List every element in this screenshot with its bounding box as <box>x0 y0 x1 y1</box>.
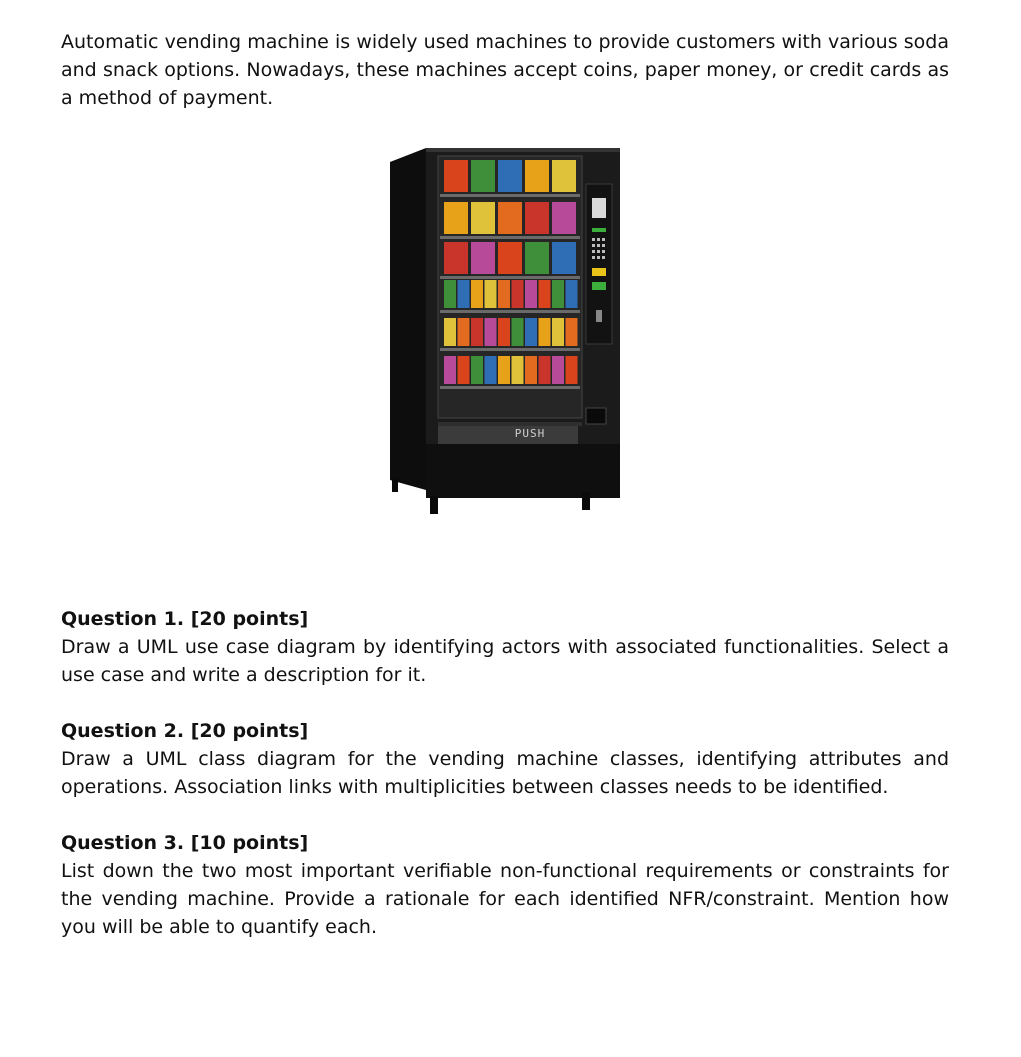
question-2-text: Draw a UML class diagram for the vending machine classes, identifying attributes and operations. Association links with multiplicities between classes needs to be identified. <box>61 748 949 798</box>
snack-item <box>552 202 576 234</box>
snack-item <box>444 280 456 308</box>
shelf-line <box>440 348 580 351</box>
snack-item <box>444 242 468 274</box>
snack-item <box>444 318 456 346</box>
question-3-text: List down the two most important verifiable non-functional requirements or constraints for the vending machine. Provide a rationale for each identified NFR/constraint. Mention how you will be able to quantify each. <box>61 860 949 938</box>
snack-item <box>444 160 468 192</box>
snack-item <box>525 242 549 274</box>
question-3 <box>61 829 949 941</box>
snack-item <box>552 318 564 346</box>
snack-item <box>498 160 522 192</box>
question-3-title: Question 3. [10 points] <box>61 832 309 854</box>
snack-item <box>458 356 470 384</box>
snack-item <box>525 280 537 308</box>
shelf-line <box>440 276 580 279</box>
snack-item <box>566 356 578 384</box>
snack-item <box>498 202 522 234</box>
snack-item <box>498 280 510 308</box>
vending-machine-image <box>386 140 626 520</box>
snack-item <box>552 280 564 308</box>
snack-item <box>552 242 576 274</box>
snack-item <box>539 280 551 308</box>
snack-item <box>498 356 510 384</box>
shelf-line <box>440 386 580 389</box>
snack-item <box>525 356 537 384</box>
shelf-line <box>440 194 580 197</box>
snack-item <box>566 318 578 346</box>
snack-item <box>444 356 456 384</box>
snack-item <box>471 280 483 308</box>
snack-item <box>525 318 537 346</box>
question-1-text: Draw a UML use case diagram by identifying actors with associated functionalities. Select a use case and write a description for it. <box>61 636 949 686</box>
snack-item <box>471 202 495 234</box>
question-1-title: Question 1. [20 points] <box>61 608 309 630</box>
vending-machine-illustration <box>386 140 626 520</box>
question-2 <box>61 717 949 801</box>
snack-item <box>552 160 576 192</box>
snack-item <box>512 280 524 308</box>
push-label: PUSH <box>514 427 546 440</box>
snack-item <box>471 242 495 274</box>
snack-item <box>485 356 497 384</box>
snack-item <box>471 318 483 346</box>
snack-item <box>539 318 551 346</box>
intro-section <box>61 28 949 112</box>
intro-paragraph: Automatic vending machine is widely used machines to provide customers with various soda and snack options. Nowadays, these machines accept coins, paper money, or credit cards as a method of payment. <box>61 31 949 109</box>
snack-item <box>498 242 522 274</box>
snack-item <box>525 160 549 192</box>
snack-item <box>458 318 470 346</box>
snack-item <box>471 160 495 192</box>
snack-item <box>485 280 497 308</box>
snack-item <box>458 280 470 308</box>
question-2-title: Question 2. [20 points] <box>61 720 309 742</box>
snack-item <box>471 356 483 384</box>
question-1 <box>61 605 949 689</box>
shelf-line <box>440 236 580 239</box>
snack-item <box>444 202 468 234</box>
snack-item <box>566 280 578 308</box>
snack-item <box>552 356 564 384</box>
snack-item <box>525 202 549 234</box>
snack-item <box>512 356 524 384</box>
snack-item <box>498 318 510 346</box>
shelf-line <box>440 310 580 313</box>
snack-item <box>539 356 551 384</box>
snack-item <box>485 318 497 346</box>
snack-item <box>512 318 524 346</box>
